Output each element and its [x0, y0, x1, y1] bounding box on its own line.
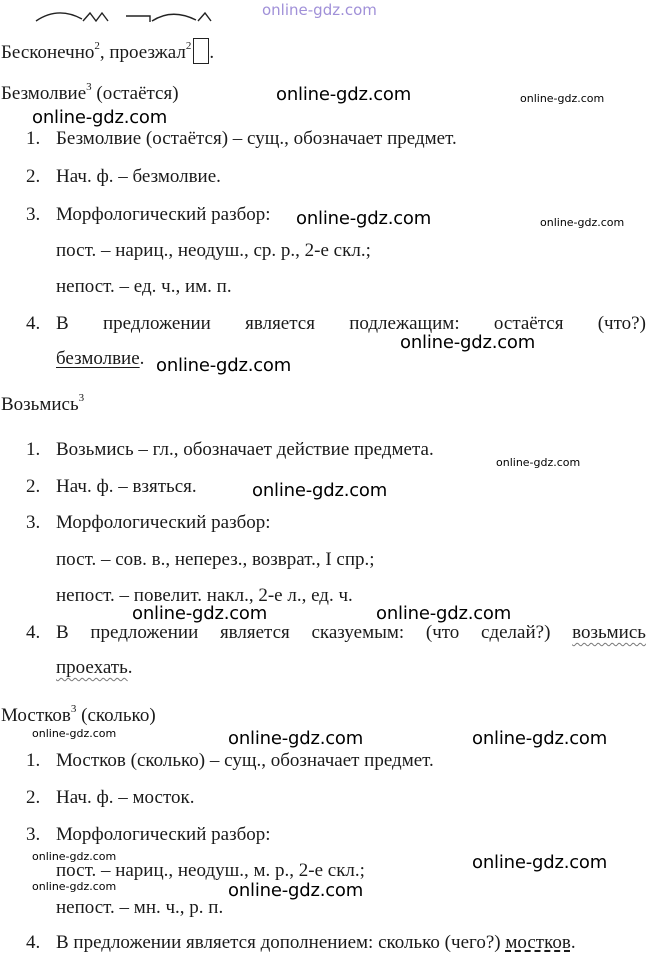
list-item: Морфологический разбор:: [56, 512, 271, 533]
list-number: 2.: [26, 166, 41, 187]
period: .: [570, 932, 576, 953]
watermark: online-gdz.com: [276, 84, 412, 105]
watermark: online-gdz.com: [540, 216, 625, 229]
list-item: [56, 932, 576, 954]
period: .: [139, 348, 145, 369]
list-number: 4.: [26, 622, 41, 643]
predicate-underlined: проехать: [56, 657, 128, 678]
word: предложении: [102, 313, 211, 334]
header-line: [1, 38, 214, 64]
watermark-top: online-gdz.com: [262, 1, 377, 19]
section-title-sup: 3: [70, 702, 77, 715]
watermark: online-gdz.com: [296, 208, 432, 229]
list-number: 1.: [26, 439, 41, 460]
list-item-justified: [56, 313, 646, 335]
subject-underlined: безмолвие: [56, 348, 140, 369]
section-title: [1, 702, 156, 727]
watermark: online-gdz.com: [228, 880, 364, 901]
morpheme-marks: [0, 0, 240, 40]
word: (что: [425, 622, 460, 643]
list-item: Безмолвие (остаётся) – сущ., обозначает предмет.: [56, 128, 457, 149]
watermark: online-gdz.com: [252, 480, 388, 501]
watermark: online-gdz.com: [156, 355, 292, 376]
section-title-word: Возьмись: [1, 394, 79, 415]
watermark: online-gdz.com: [32, 727, 117, 740]
watermark: online-gdz.com: [132, 603, 268, 624]
watermark: online-gdz.com: [472, 728, 608, 749]
header-word2: проезжал: [109, 42, 186, 63]
list-number: 3.: [26, 512, 41, 533]
header-word1: Бесконечно: [1, 42, 95, 63]
section-title-note: (остаётся): [91, 83, 179, 104]
list-item: Возьмись – гл., обозначает действие предмета.: [56, 439, 434, 460]
list-item: Нач. ф. – взяться.: [56, 476, 197, 497]
header-separator: ,: [99, 42, 110, 63]
list-number: 2.: [26, 476, 41, 497]
word: В: [56, 313, 69, 334]
word: подлежащим:: [349, 313, 460, 334]
word: является: [219, 622, 290, 643]
header-word1-sup: 2: [94, 39, 100, 52]
list-item: Нач. ф. – безмолвие.: [56, 166, 221, 187]
watermark: online-gdz.com: [472, 852, 608, 873]
list-item-continuation: [56, 657, 133, 679]
sub-line: пост. – сов. в., неперез., возврат., I спр.;: [56, 549, 375, 570]
header-word2-sup: 2: [185, 39, 192, 52]
ending-box: [193, 38, 209, 64]
object-underlined: мостков: [505, 932, 571, 953]
header-end: .: [209, 42, 215, 63]
section-title: [1, 391, 85, 416]
sub-line: непост. – ед. ч., им. п.: [56, 276, 232, 297]
watermark: online-gdz.com: [520, 92, 605, 105]
watermark: online-gdz.com: [32, 880, 117, 893]
watermark: online-gdz.com: [32, 850, 117, 863]
word: предложении: [90, 622, 199, 643]
sub-line: пост. – нариц., неодуш., м. р., 2-е скл.;: [56, 860, 365, 881]
section-title-sup: 3: [78, 391, 85, 404]
watermark: online-gdz.com: [228, 728, 364, 749]
word: является: [245, 313, 315, 334]
word: (что?): [597, 313, 646, 334]
list-item-justified: [56, 622, 646, 644]
list-item-continuation: [56, 348, 144, 370]
watermark: online-gdz.com: [32, 107, 168, 128]
list-number: 3.: [26, 204, 41, 225]
list-item: Мостков (сколько) – сущ., обозначает предмет.: [56, 750, 434, 771]
list-number: 3.: [26, 824, 41, 845]
watermark: online-gdz.com: [400, 332, 536, 353]
section-title-word: Мостков: [1, 705, 71, 726]
word: сказуемым:: [311, 622, 405, 643]
list-item: Нач. ф. – мосток.: [56, 787, 195, 808]
list-number: 4.: [26, 932, 41, 953]
sub-line: пост. – нариц., неодуш., ср. р., 2-е скл.;: [56, 240, 371, 261]
sub-line: непост. – повелит. накл., 2-е л., ед. ч.: [56, 585, 353, 606]
section-title: [1, 80, 179, 105]
section-title-word: Безмолвие: [1, 83, 87, 104]
list-number: 2.: [26, 787, 41, 808]
list-number: 4.: [26, 313, 41, 334]
sentence-text: В предложении является дополнением: сколько (чего?): [56, 932, 506, 953]
word: сделай?): [481, 622, 551, 643]
list-number: 1.: [26, 128, 41, 149]
list-number: 1.: [26, 750, 41, 771]
word: В: [56, 622, 69, 643]
word: остаётся: [493, 313, 564, 334]
section-title-sup: 3: [86, 80, 92, 93]
period: .: [127, 657, 133, 678]
predicate-underlined: возьмись: [572, 622, 646, 643]
section-title-note: (сколько): [76, 705, 156, 726]
list-item: Морфологический разбор:: [56, 824, 271, 845]
watermark: online-gdz.com: [496, 456, 581, 469]
watermark: online-gdz.com: [376, 603, 512, 624]
list-item: Морфологический разбор:: [56, 204, 271, 225]
sub-line: непост. – мн. ч., р. п.: [56, 897, 224, 918]
